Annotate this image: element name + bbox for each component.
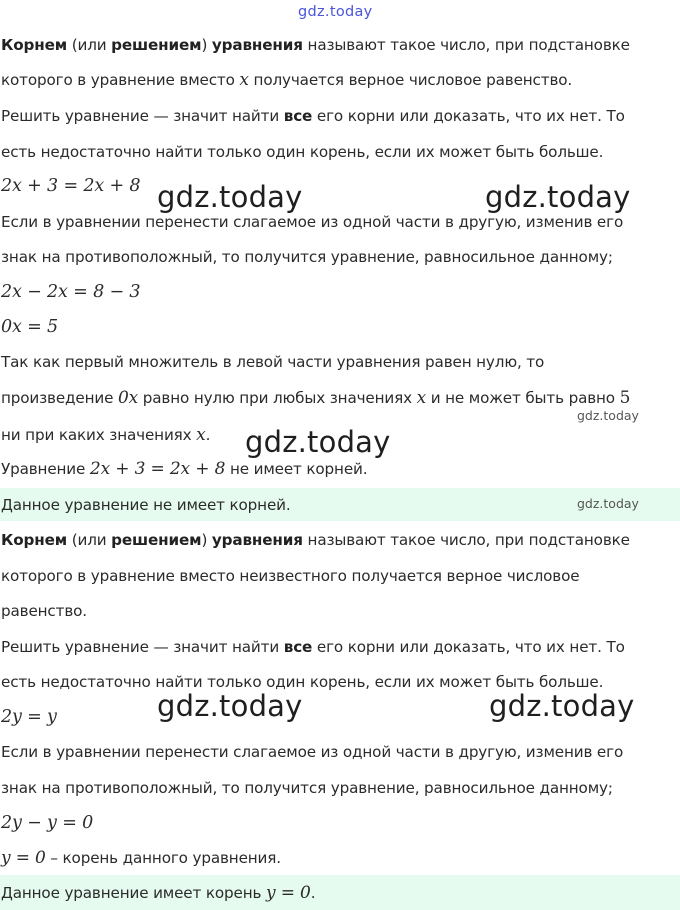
equation-2: 2x − 2x = 8 − 3 — [1, 282, 141, 302]
watermark: gdz.today — [245, 425, 391, 459]
transfer-rule-line-1: Если в уравнении перенести слагаемое из одной части в другую, изменив его — [1, 743, 624, 761]
answer-box — [0, 875, 680, 910]
definition-line-2: которого в уравнение вместо x получается верное числовое равенство. — [1, 70, 573, 90]
term-equation: уравнения — [211, 36, 303, 54]
solve-definition-line-2: есть недостаточно найти только один корень, если их может быть больше. — [1, 143, 604, 161]
answer-text: Данное уравнение имеет корень y = 0. — [1, 883, 316, 903]
equation-3: 0x = 5 — [1, 317, 59, 337]
transfer-rule-line-2: знак на противоположный, то получится уравнение, равносильное данному; — [1, 779, 613, 797]
equation-1: 2y = y — [1, 707, 57, 727]
term-all: все — [283, 107, 313, 125]
math-variable: x — [239, 70, 249, 90]
answer-box — [0, 488, 680, 521]
definition-line-1: Корнем (или решением) уравнения называют такое число, при подстановке — [1, 36, 630, 54]
root-statement: y = 0 – корень данного уравнения. — [1, 848, 281, 868]
watermark: gdz.today — [157, 180, 303, 214]
explanation-line-3: ни при каких значениях x. — [1, 425, 211, 445]
transfer-rule-line-2: знак на противоположный, то получится уравнение, равносильное данному; — [1, 248, 613, 266]
watermark: gdz.today — [157, 689, 303, 723]
definition-line-2: которого в уравнение вместо неизвестного получается верное числовое — [1, 567, 580, 585]
term-solution: решением — [111, 36, 202, 54]
transfer-rule-line-1: Если в уравнении перенести слагаемое из одной части в другую, изменив его — [1, 213, 624, 231]
explanation-line-2: произведение 0x равно нулю при любых значениях x и не может быть равно 5 — [1, 388, 631, 408]
watermark: gdz.today — [489, 689, 635, 723]
equation-2: 2y − y = 0 — [1, 813, 94, 833]
equation-1: 2x + 3 = 2x + 8 — [1, 176, 141, 196]
solve-definition-line-1: Решить уравнение — значит найти все его корни или доказать, что их нет. То — [1, 638, 625, 656]
solve-definition-line-1: Решить уравнение — значит найти все его корни или доказать, что их нет. То — [1, 107, 625, 125]
term-root: Корнем — [1, 36, 68, 54]
definition-line-1: Корнем (или решением) уравнения называют такое число, при подстановке — [1, 531, 630, 549]
watermark-small: gdz.today — [577, 496, 639, 511]
explanation-line-1: Так как первый множитель в левой части уравнения равен нулю, то — [1, 353, 545, 371]
solve-definition-line-2: есть недостаточно найти только один корень, если их может быть больше. — [1, 673, 604, 691]
conclusion-line: Уравнение 2x + 3 = 2x + 8 не имеет корней. — [1, 459, 368, 479]
definition-line-3: равенство. — [1, 602, 87, 620]
answer-text: Данное уравнение не имеет корней. — [1, 496, 291, 514]
watermark-small: gdz.today — [577, 408, 639, 423]
header-watermark: gdz.today — [298, 4, 373, 20]
watermark: gdz.today — [485, 180, 631, 214]
